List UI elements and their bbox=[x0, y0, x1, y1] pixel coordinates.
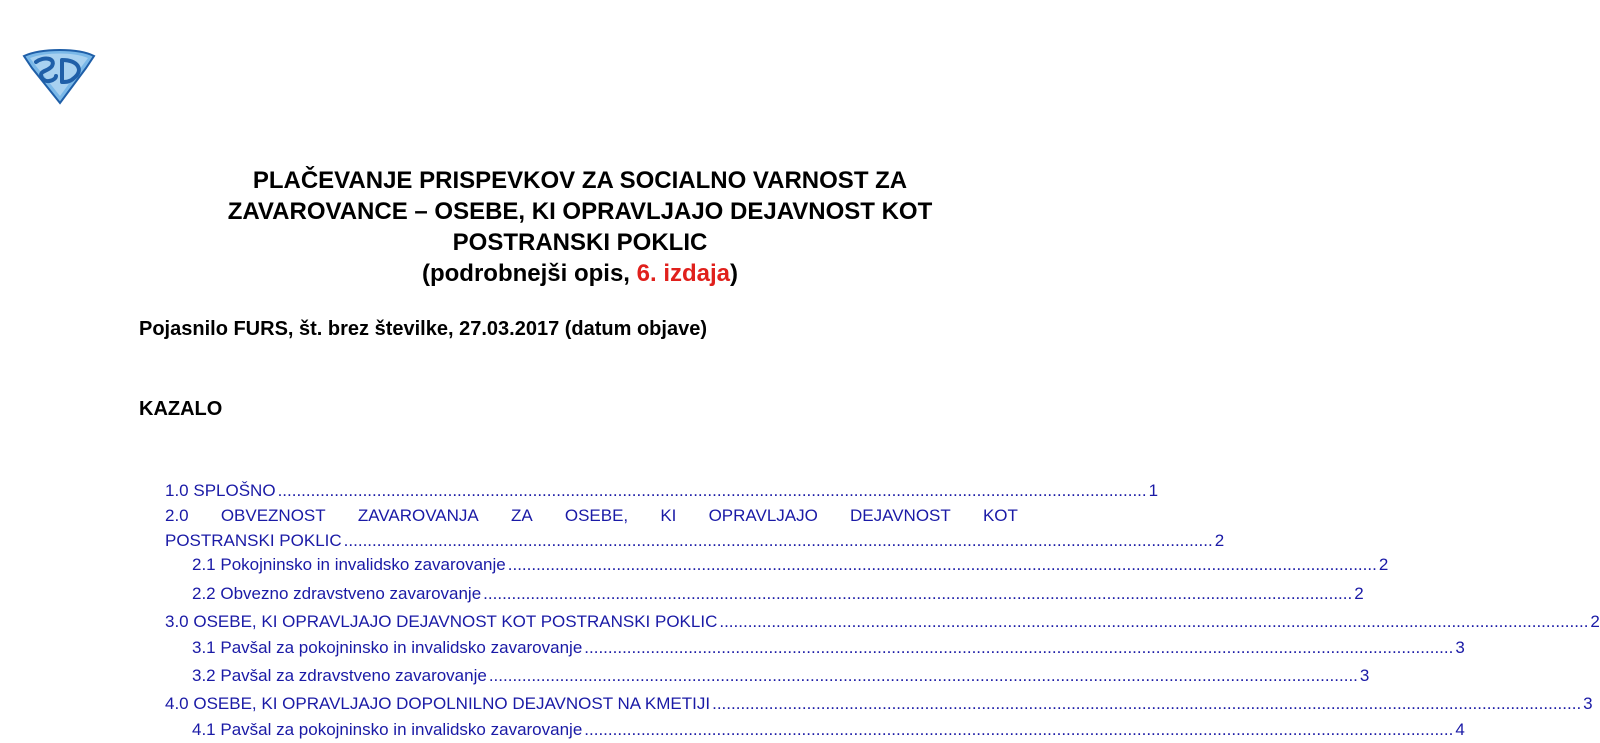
title-subtitle-suffix: ) bbox=[730, 260, 739, 287]
toc-leader-dots: ........................................................................................................................................................................................ bbox=[483, 584, 1353, 603]
toc-entry-1[interactable] bbox=[165, 480, 1159, 502]
title-subtitle-prefix: (podrobnejši opis, bbox=[421, 260, 637, 287]
toc-word: KI bbox=[660, 506, 677, 525]
toc-page-number: 2 bbox=[1354, 584, 1364, 603]
toc-page-number: 2 bbox=[1590, 612, 1600, 631]
toc-page-number: 4 bbox=[1455, 720, 1465, 739]
toc-entry-6[interactable] bbox=[192, 637, 1465, 659]
furs-logo bbox=[22, 48, 96, 104]
toc-entry-label: POSTRANSKI POKLIC bbox=[165, 531, 342, 550]
toc-entry-2-line-1 bbox=[165, 505, 1018, 527]
toc-page-number: 3 bbox=[1583, 694, 1593, 713]
toc-entry-3[interactable] bbox=[192, 554, 1389, 576]
toc-heading: KAZALO bbox=[139, 398, 223, 420]
toc-page-number: 2 bbox=[1214, 531, 1225, 550]
title-line-3: POSTRANSKI POKLIC bbox=[452, 229, 708, 256]
toc-entry-5[interactable] bbox=[165, 611, 1600, 633]
toc-word: ZA bbox=[510, 506, 533, 525]
toc-entry-label: 4.0 OSEBE, KI OPRAVLJAJO DOPOLNILNO DEJAVNOST NA KMETIJI bbox=[165, 694, 711, 713]
toc-leader-dots: ........................................................................................................................................................................................ bbox=[584, 720, 1454, 739]
toc-entry-4[interactable] bbox=[192, 583, 1364, 605]
toc-word: OSEBE, bbox=[564, 506, 629, 525]
toc-leader-dots: ........................................................................................................................................................................................ bbox=[712, 694, 1582, 713]
toc-word: KOT bbox=[982, 506, 1018, 525]
toc-leader-dots: ........................................................................................................................................................................................ bbox=[584, 638, 1454, 657]
toc-entry-label: 2.1 Pokojninsko in invalidsko zavarovanje bbox=[192, 555, 506, 574]
toc-entry-label: 3.2 Pavšal za zdravstveno zavarovanje bbox=[192, 666, 487, 685]
title-line-4 bbox=[140, 258, 1020, 289]
toc-page-number: 3 bbox=[1455, 638, 1465, 657]
toc-leader-dots: ........................................................................................................................................................................................ bbox=[719, 612, 1589, 631]
title-line-1: PLAČEVANJE PRISPEVKOV ZA SOCIALNO VARNOST ZA bbox=[252, 167, 908, 194]
toc-entry-2[interactable] bbox=[165, 505, 1225, 552]
edition-label: 6. izdaja bbox=[636, 260, 731, 287]
toc-leader-dots: ........................................................................................................................................................................................ bbox=[507, 555, 1377, 574]
toc-word: DEJAVNOST bbox=[850, 506, 951, 525]
toc-entry-label: 4.1 Pavšal za pokojninsko in invalidsko zavarovanje bbox=[192, 720, 583, 739]
toc-entry-label: 2.2 Obvezno zdravstveno zavarovanje bbox=[192, 584, 482, 603]
toc-word: 2.0 bbox=[165, 506, 189, 525]
explanation-reference: Pojasnilo FURS, št. brez številke, 27.03.2017 (datum objave) bbox=[139, 318, 707, 340]
toc-leader-dots: ........................................................................................................................................................................................ bbox=[277, 481, 1147, 500]
toc-entry-9[interactable] bbox=[192, 719, 1465, 741]
document-title bbox=[140, 165, 1020, 289]
toc-entry-7[interactable] bbox=[192, 665, 1370, 687]
toc-page-number: 2 bbox=[1378, 555, 1389, 574]
toc-entry-label: 3.0 OSEBE, KI OPRAVLJAJO DEJAVNOST KOT POSTRANSKI POKLIC bbox=[165, 612, 718, 631]
toc-page-number: 1 bbox=[1148, 481, 1159, 500]
toc-leader-dots: ........................................................................................................................................................................................ bbox=[343, 531, 1213, 550]
toc-entry-label: 1.0 SPLOŠNO bbox=[165, 481, 276, 500]
title-line-2: ZAVAROVANCE – OSEBE, KI OPRAVLJAJO DEJAVNOST KOT bbox=[227, 198, 933, 225]
toc-word: OPRAVLJAJO bbox=[708, 506, 818, 525]
toc-entry-8[interactable] bbox=[165, 693, 1593, 715]
toc-page-number: 3 bbox=[1359, 666, 1370, 685]
toc-entry-label: 3.1 Pavšal za pokojninsko in invalidsko zavarovanje bbox=[192, 638, 583, 657]
toc-leader-dots: ........................................................................................................................................................................................ bbox=[488, 666, 1358, 685]
toc-word: OBVEZNOST bbox=[220, 506, 326, 525]
toc-word: ZAVAROVANJA bbox=[357, 506, 479, 525]
